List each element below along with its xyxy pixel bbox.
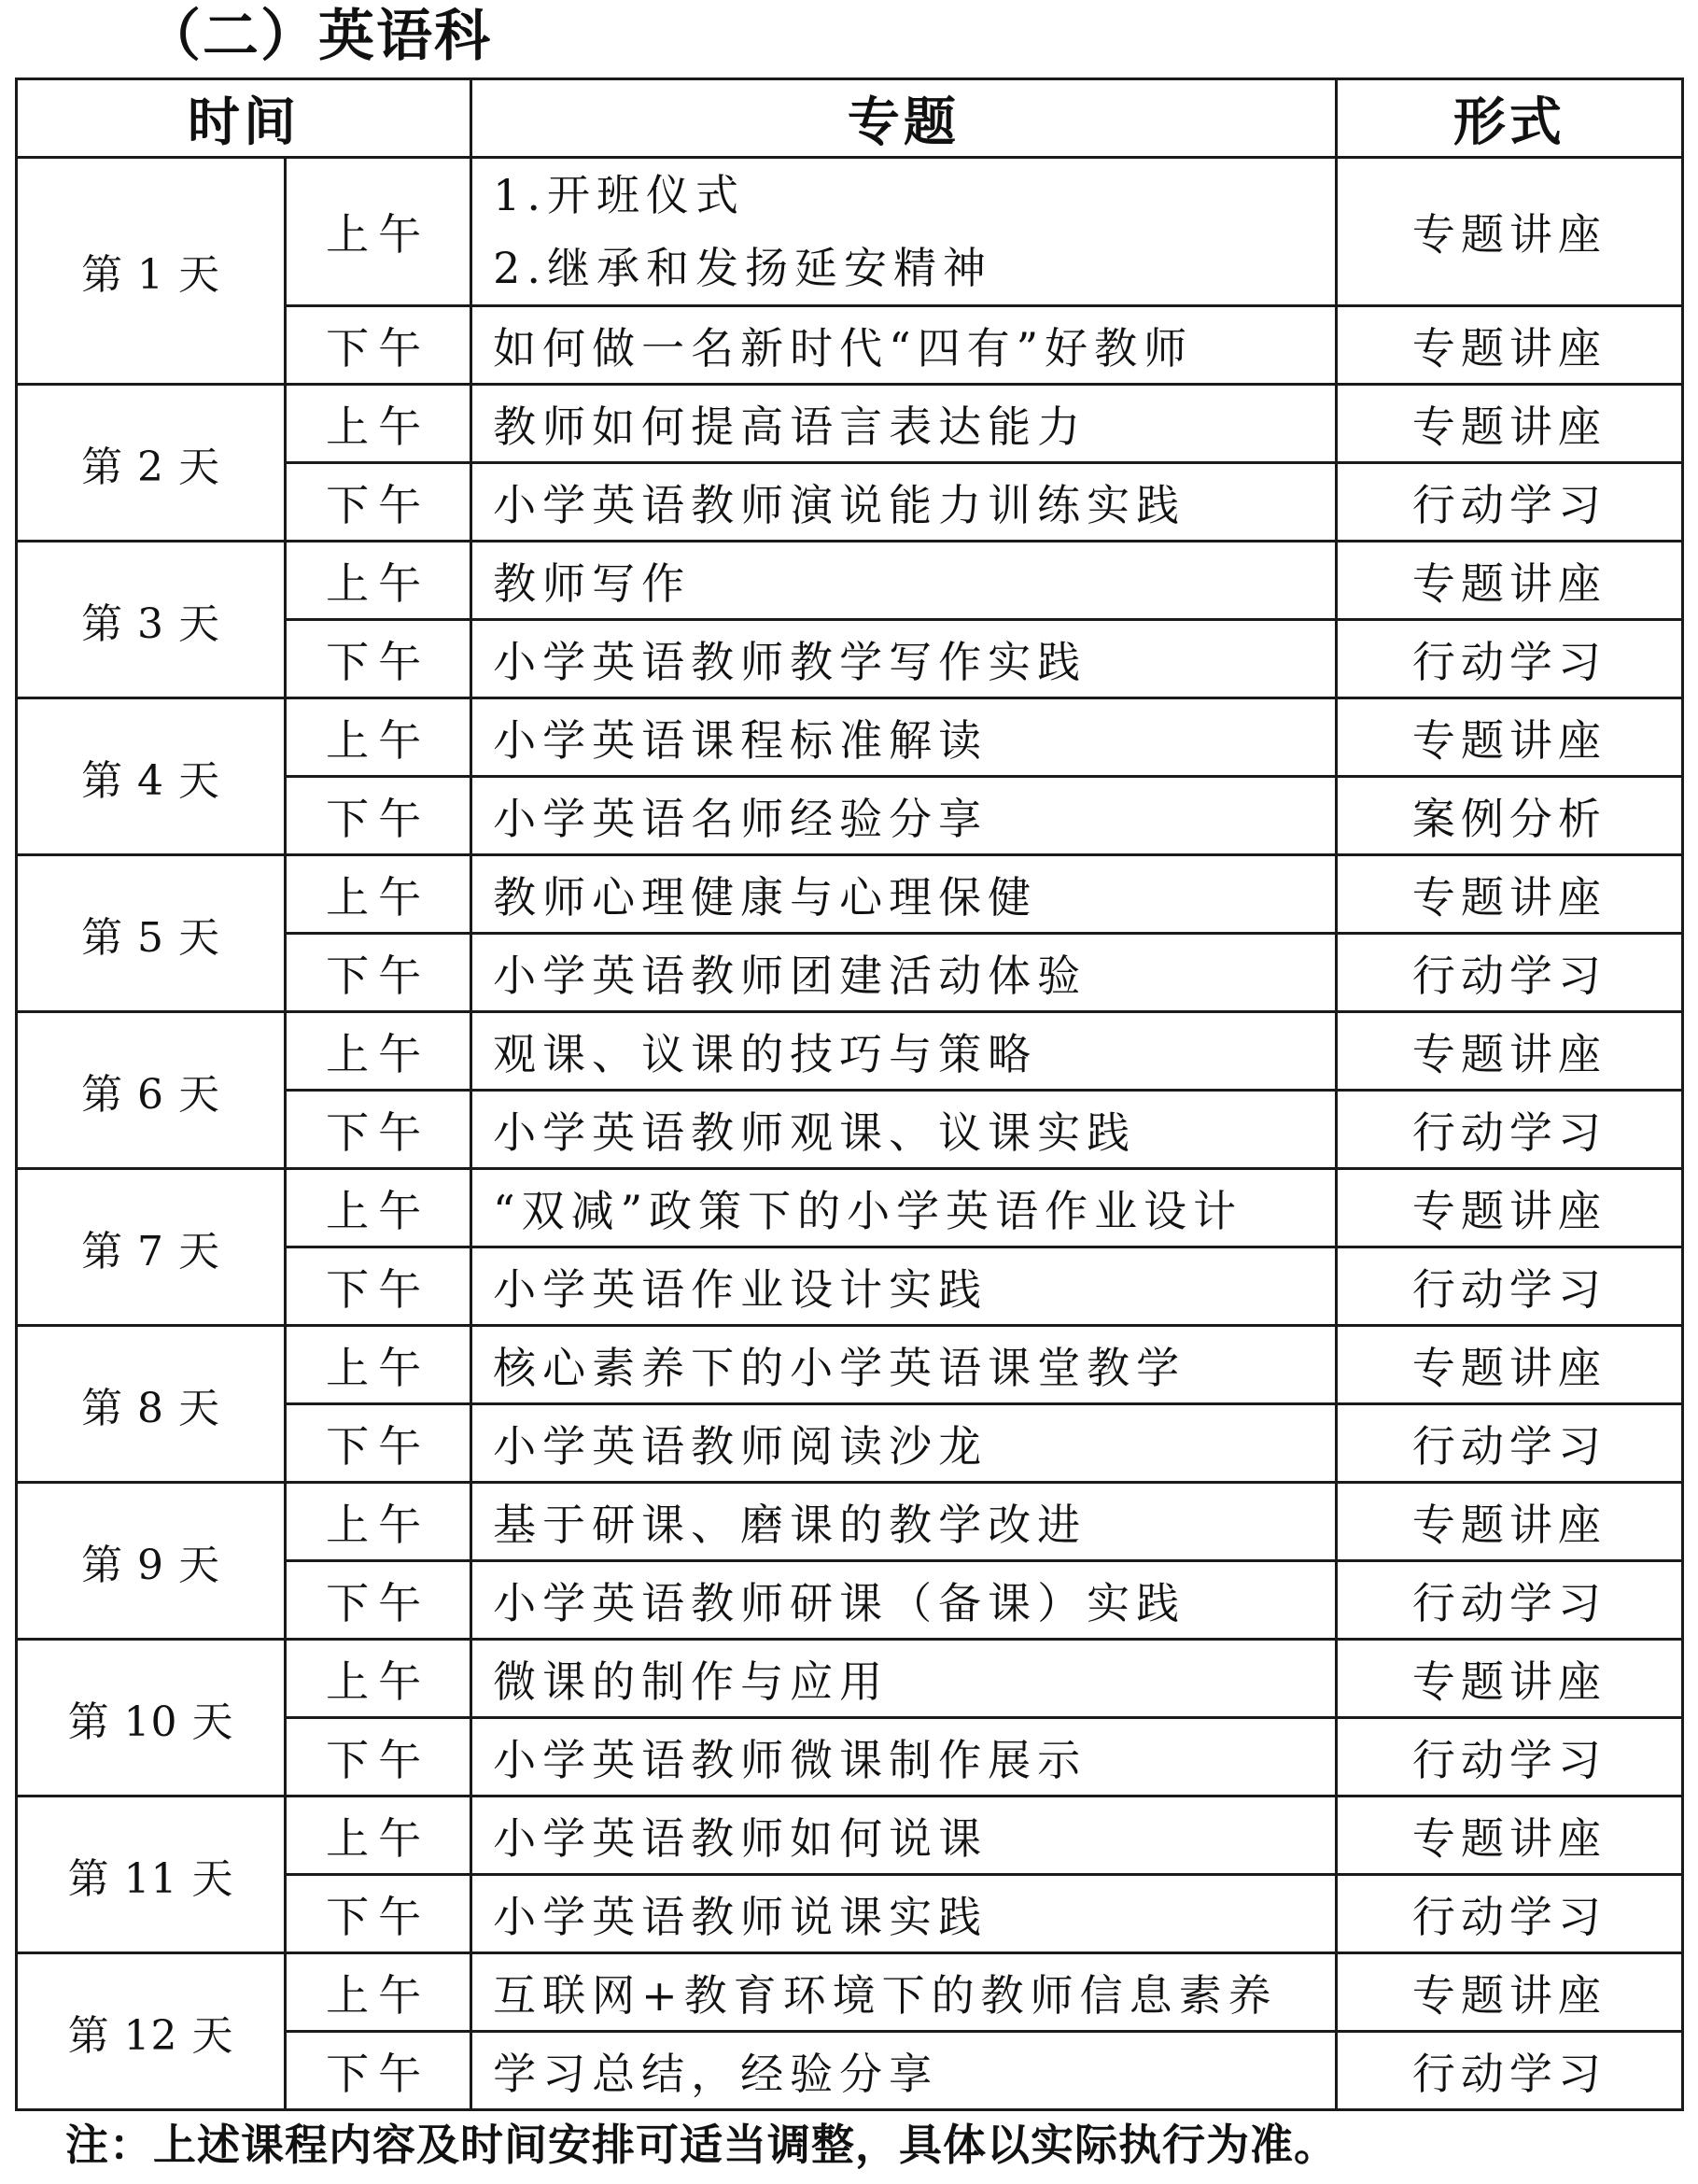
format-cell: 专题讲座 [1336,1953,1682,2032]
period-cell: 上午 [286,1483,471,1561]
topic-cell [471,934,1337,1012]
period-cell: 下午 [286,777,471,855]
period-cell: 上午 [286,158,471,306]
format-cell: 专题讲座 [1336,1483,1682,1561]
topic-line: 学习总结，经验分享 [493,2048,939,2099]
day-cell: 第 5 天 [17,855,286,1012]
format-cell: 行动学习 [1336,463,1682,542]
topic-line: 2.继承和发扬延安精神 [493,243,992,293]
table-row [17,158,1683,306]
header-row [17,79,1683,158]
topic-line: 核心素养下的小学英语课堂教学 [493,1342,1186,1393]
format-cell: 行动学习 [1336,1247,1682,1326]
topic-cell [471,463,1337,542]
topic-cell [471,1012,1337,1091]
period-cell: 下午 [286,306,471,385]
topic-line: 小学英语教师微课制作展示 [493,1734,1088,1785]
topic-cell [471,1091,1337,1169]
topic-cell [471,1561,1337,1640]
period-cell: 上午 [286,1953,471,2032]
topic-line: 如何做一名新时代“四有”好教师 [493,322,1194,373]
topic-cell [471,1326,1337,1404]
topic-cell [471,1875,1337,1953]
topic-line: 小学英语教师阅读沙龙 [493,1420,989,1472]
period-cell: 上午 [286,1012,471,1091]
topic-line: 小学英语教师说课实践 [493,1891,989,1942]
period-cell: 下午 [286,1247,471,1326]
footnote: 注：上述课程内容及时间安排可适当调整，具体以实际执行为准。 [65,2120,1338,2170]
period-cell: 下午 [286,1718,471,1797]
day-cell: 第 8 天 [17,1326,286,1483]
topic-cell [471,1640,1337,1718]
topic-line: 小学英语名师经验分享 [493,793,989,844]
schedule-body [17,158,1683,2110]
period-cell: 上午 [286,1797,471,1875]
topic-cell [471,1953,1337,2032]
topic-line: 基于研课、磨课的教学改进 [493,1499,1088,1550]
schedule-table [15,77,1684,2111]
topic-cell [471,158,1337,306]
format-cell: 行动学习 [1336,1561,1682,1640]
format-cell: 专题讲座 [1336,385,1682,463]
period-cell: 下午 [286,1561,471,1640]
topic-line: 观课、议课的技巧与策略 [493,1028,1038,1079]
topic-line: 互联网+教育环境下的教师信息素养 [493,1969,1278,2021]
day-cell: 第 10 天 [17,1640,286,1797]
period-cell: 上午 [286,1326,471,1404]
section-heading: （二）英语科 [145,4,492,69]
topic-line: 小学英语教师团建活动体验 [493,950,1088,1001]
topic-cell [471,1797,1337,1875]
topic-cell [471,777,1337,855]
topic-cell [471,1247,1337,1326]
period-cell: 下午 [286,2032,471,2110]
day-cell: 第 2 天 [17,385,286,542]
day-cell: 第 6 天 [17,1012,286,1169]
day-cell: 第 3 天 [17,542,286,698]
table-row [17,542,1683,620]
period-cell: 下午 [286,1875,471,1953]
topic-line: 小学英语作业设计实践 [493,1263,989,1315]
topic-line: 教师写作 [493,557,692,609]
table-row [17,1169,1683,1247]
topic-line: 教师心理健康与心理保健 [493,871,1038,923]
day-cell: 第 11 天 [17,1797,286,1953]
topic-line: 1.开班仪式 [493,170,745,220]
format-cell: 专题讲座 [1336,855,1682,934]
table-row [17,1483,1683,1561]
topic-line: 小学英语教师观课、议课实践 [493,1106,1137,1158]
format-cell: 专题讲座 [1336,1012,1682,1091]
period-cell: 上午 [286,385,471,463]
period-cell: 下午 [286,1091,471,1169]
period-cell: 下午 [286,1404,471,1483]
period-cell: 下午 [286,620,471,698]
format-cell: 专题讲座 [1336,1169,1682,1247]
table-row [17,1326,1683,1404]
topic-line: 教师如何提高语言表达能力 [493,401,1088,452]
table-row [17,698,1683,777]
table-row [17,1012,1683,1091]
topic-line: 微课的制作与应用 [493,1656,890,1707]
format-cell: 行动学习 [1336,620,1682,698]
period-cell: 下午 [286,934,471,1012]
day-cell: 第 7 天 [17,1169,286,1326]
period-cell: 上午 [286,698,471,777]
header-format: 形式 [1336,79,1682,158]
day-cell: 第 1 天 [17,158,286,385]
format-cell: 案例分析 [1336,777,1682,855]
format-cell: 专题讲座 [1336,542,1682,620]
table-row [17,1797,1683,1875]
format-cell: 行动学习 [1336,1718,1682,1797]
format-cell: 专题讲座 [1336,158,1682,306]
table-row [17,1953,1683,2032]
header-time: 时间 [17,79,471,158]
day-cell: 第 4 天 [17,698,286,855]
format-cell: 行动学习 [1336,1091,1682,1169]
topic-cell [471,1169,1337,1247]
format-cell: 专题讲座 [1336,306,1682,385]
period-cell: 上午 [286,542,471,620]
format-cell: 行动学习 [1336,2032,1682,2110]
period-cell: 上午 [286,855,471,934]
table-row [17,385,1683,463]
day-cell: 第 12 天 [17,1953,286,2110]
topic-line: 小学英语教师演说能力训练实践 [493,479,1186,530]
topic-line: 小学英语教师如何说课 [493,1812,989,1864]
topic-cell [471,385,1337,463]
topic-line: “双减”政策下的小学英语作业设计 [493,1185,1243,1236]
format-cell: 专题讲座 [1336,1640,1682,1718]
topic-cell [471,1718,1337,1797]
format-cell: 专题讲座 [1336,1797,1682,1875]
format-cell: 行动学习 [1336,1404,1682,1483]
period-cell: 下午 [286,463,471,542]
topic-cell [471,1404,1337,1483]
format-cell: 行动学习 [1336,1875,1682,1953]
table-row [17,1640,1683,1718]
topic-cell [471,306,1337,385]
topic-cell [471,542,1337,620]
day-cell: 第 9 天 [17,1483,286,1640]
topic-cell [471,620,1337,698]
period-cell: 上午 [286,1640,471,1718]
table-row [17,855,1683,934]
format-cell: 专题讲座 [1336,698,1682,777]
format-cell: 专题讲座 [1336,1326,1682,1404]
header-topic: 专题 [471,79,1337,158]
format-cell: 行动学习 [1336,934,1682,1012]
topic-line: 小学英语教师研课（备课）实践 [493,1577,1186,1628]
topic-cell [471,698,1337,777]
topic-cell [471,1483,1337,1561]
topic-cell [471,2032,1337,2110]
period-cell: 上午 [286,1169,471,1247]
topic-line: 小学英语课程标准解读 [493,714,989,766]
topic-cell [471,855,1337,934]
topic-line: 小学英语教师教学写作实践 [493,636,1088,687]
